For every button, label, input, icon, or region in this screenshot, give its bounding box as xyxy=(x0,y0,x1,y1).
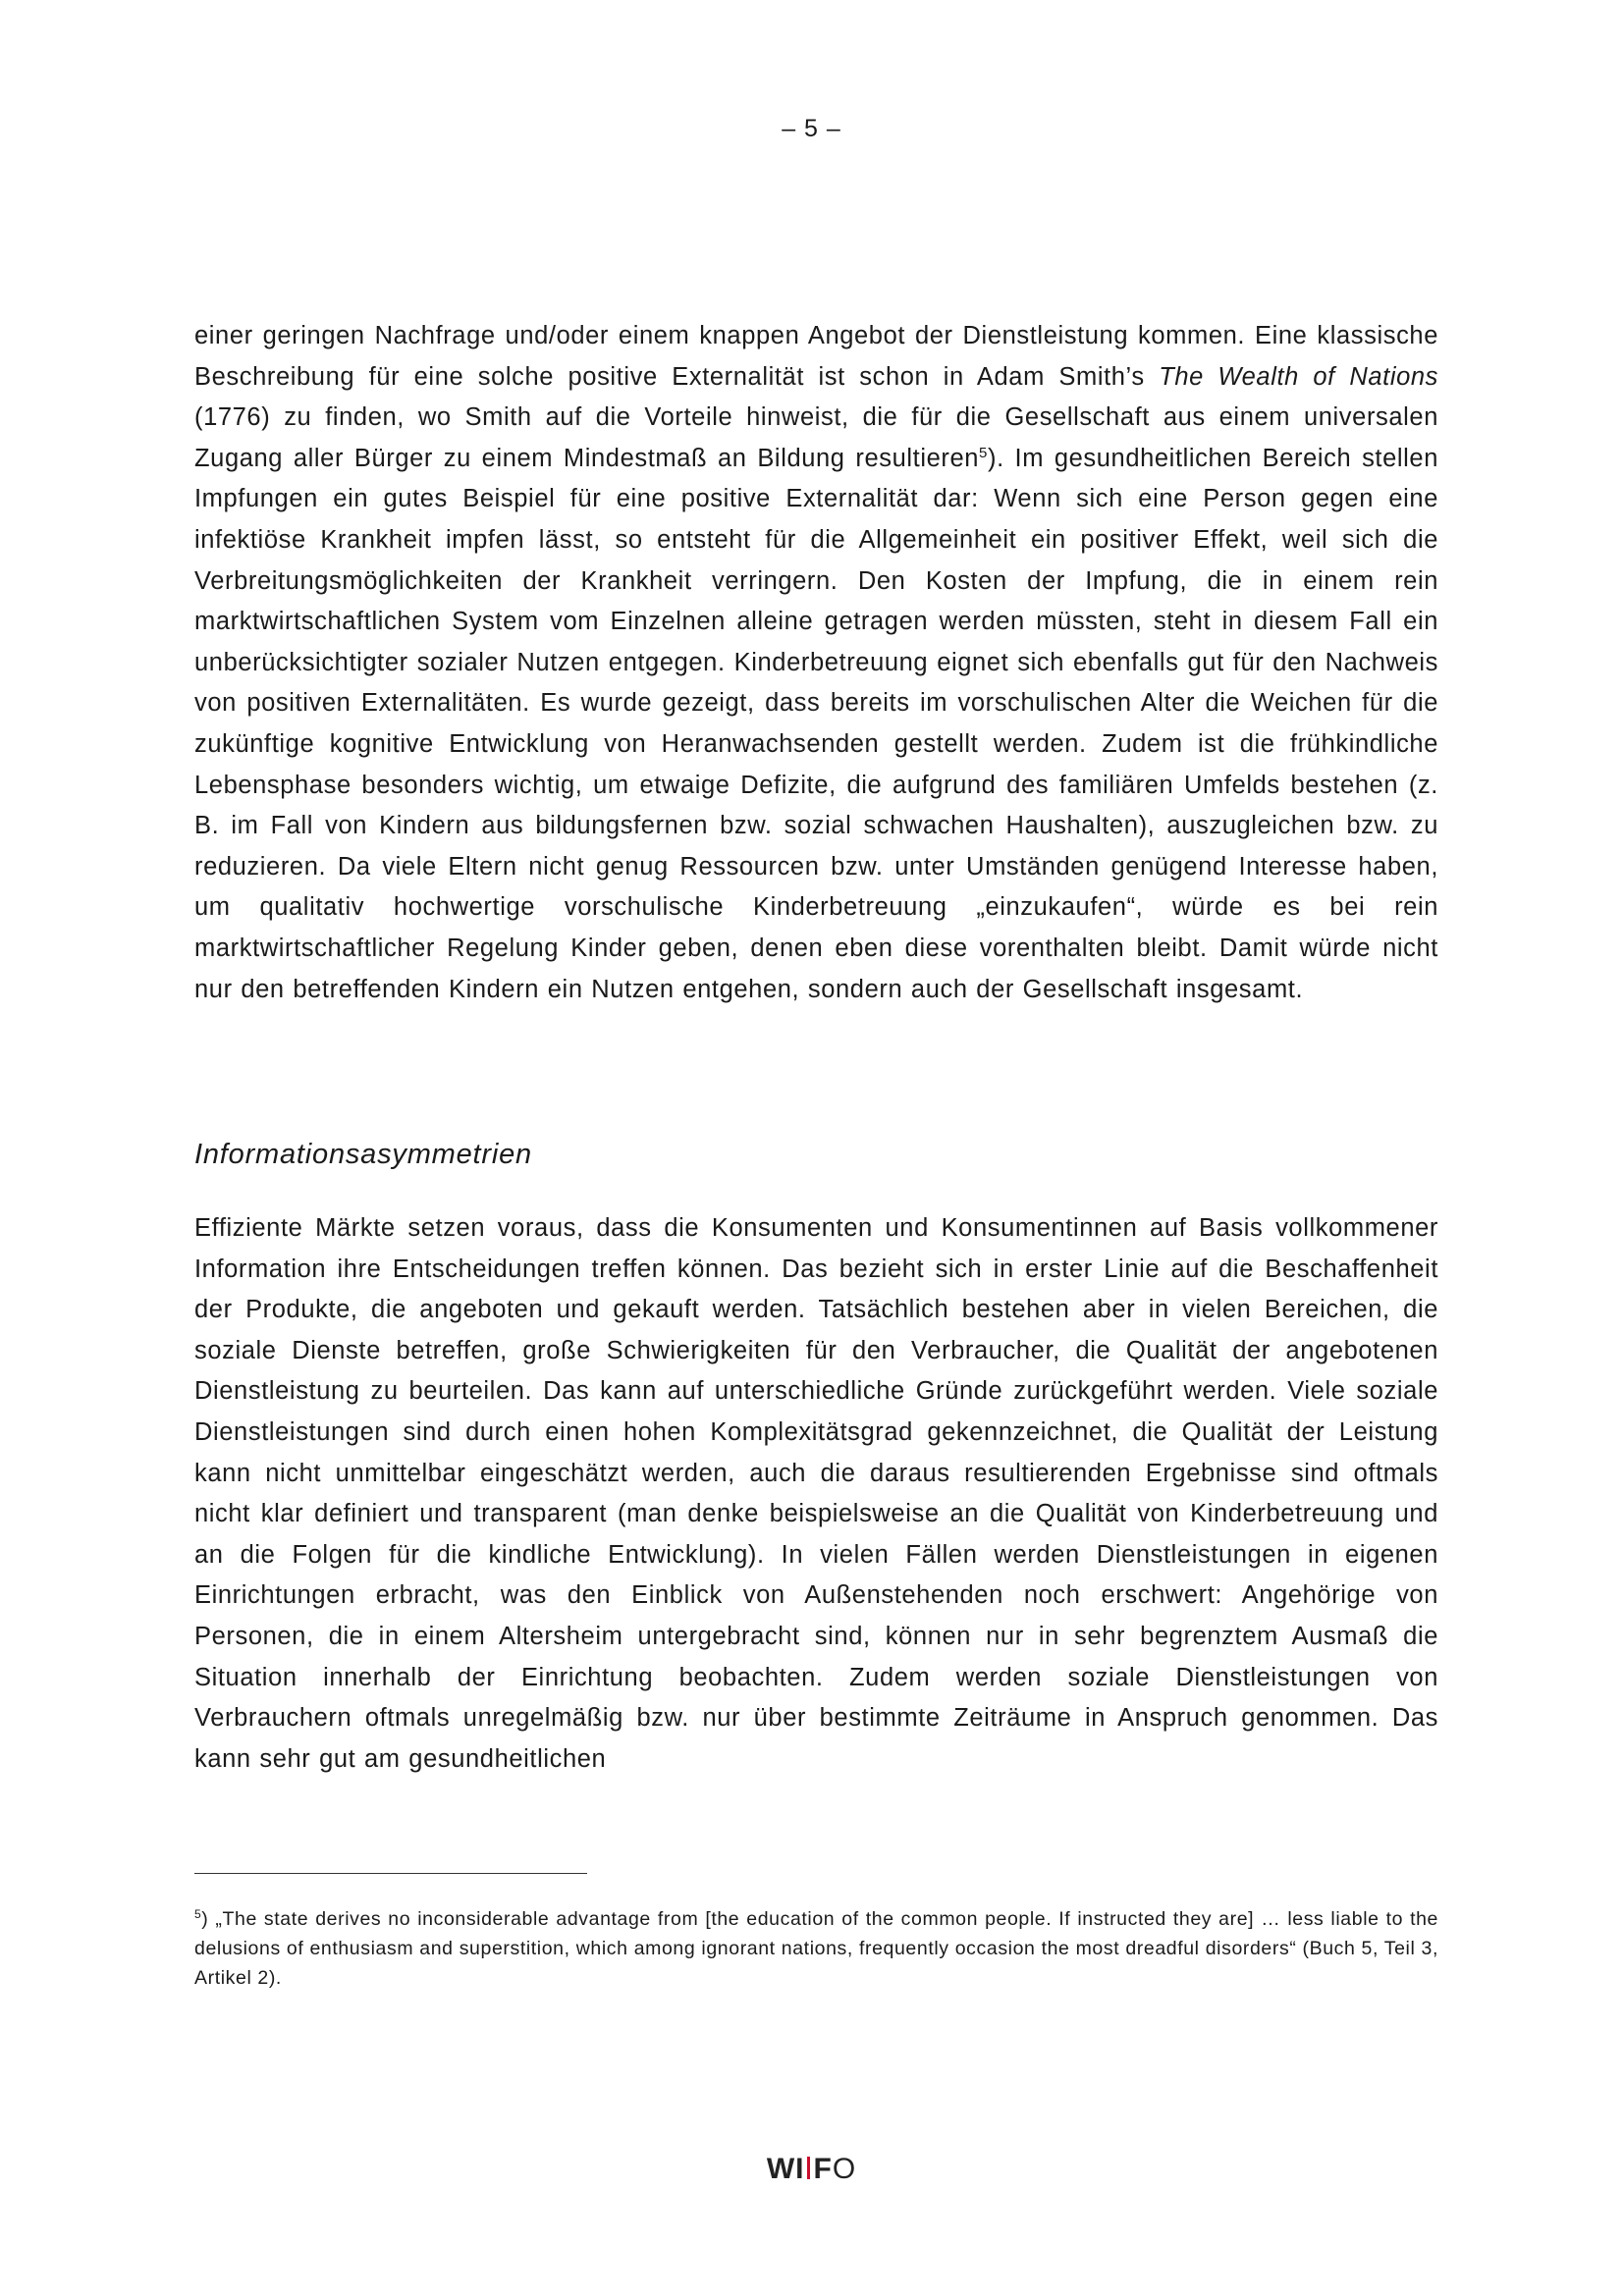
paragraph-intro: einer geringen Nachfrage und/oder einem knappen Angebot der Dienstleistung kommen. Eine klassische Beschreibung für eine solche positive Externalität ist schon in Adam Smith’s xyxy=(194,322,1438,391)
logo-separator xyxy=(807,2157,810,2179)
logo-text-f: F xyxy=(813,2153,833,2185)
paragraph-rest: ). Im gesundheitlichen Bereich stellen Impfungen ein gutes Beispiel für eine positive Externalität dar: Wenn sich eine Person gegen eine infektiöse Krankheit impfen lässt, so entsteht für die Allgemeinheit ein positiver Effekt, weil sich die Verbreitungsmöglichkeiten der Krankheit verringern. Den Kosten der Impfung, die in einem rein marktwirtschaftlichen System vom Einzelnen alleine getragen werden müssten, steht in diesem Fall ein unberücksichtigter sozialer Nutzen entgegen. Kinderbetreuung eignet sich ebenfalls gut für den Nachweis von positiven Externalitäten. Es wurde gezeigt, dass bereits im vorschulischen Alter die Weichen für die zukünftige kognitive Entwicklung von Heranwachsenden gestellt werden. Zudem ist die frühkindliche Lebensphase besonders wichtig, um etwaige Defizite, die aufgrund des familiären Umfelds bestehen (z. B. im Fall von Kindern aus bildungsfernen bzw. sozial schwachen Haushalten), auszugleichen bzw. zu reduzieren. Da viele Eltern nicht genug Ressourcen bzw. unter Umständen genügend Interesse haben, um qualitativ hochwertige vorschulische Kinderbetreuung „einzukaufen“, würde es bei rein marktwirtschaftlicher Regelung Kinder geben, denen eben diese vorenthalten bleibt. Damit würde nicht nur den betreffenden Kindern ein Nutzen entgehen, sondern auch der Gesellschaft insgesamt. xyxy=(194,444,1438,1003)
book-title: The Wealth of Nations xyxy=(1159,362,1438,391)
footnote xyxy=(194,1904,1438,1993)
footnote-reference[interactable]: 5 xyxy=(979,444,988,461)
footnote-text: ) „The state derives no inconsiderable advantage from [the education of the common people. If instructed they are] … less liable to the delusions of enthusiasm and superstition, which among ignorant nations, frequently occasion the most dreadful disorders“ (Buch 5, Teil 3, Artikel 2). xyxy=(194,1908,1438,1989)
paragraph-text xyxy=(194,316,1438,1010)
paragraph-information-asymmetries xyxy=(194,1208,1438,1780)
paragraph-mid: (1776) zu finden, wo Smith auf die Vorteile hinweist, die für die Gesellschaft aus einem universalen Zugang aller Bürger zu einem Mindestmaß an Bildung resultieren xyxy=(194,403,1438,472)
page-number: – 5 – xyxy=(782,115,841,142)
footnote-marker: 5 xyxy=(194,1907,202,1921)
wifo-logo xyxy=(0,2153,1623,2186)
paragraph-text: Effiziente Märkte setzen voraus, dass die Konsumenten und Konsumentinnen auf Basis vollkommener Information ihre Entscheidungen treffen können. Das bezieht sich in erster Linie auf die Beschaffenheit der Produkte, die angeboten und gekauft werden. Tatsächlich bestehen aber in vielen Bereichen, die soziale Dienste betreffen, große Schwierigkeiten für den Verbraucher, die Qualität der angebotenen Dienstleistung zu beurteilen. Das kann auf unterschiedliche Gründe zurückgeführt werden. Viele soziale Dienstleistungen sind durch einen hohen Komplexitätsgrad gekennzeichnet, die Qualität der Leistung kann nicht unmittelbar eingeschätzt werden, auch die daraus resultierenden Ergebnisse sind oftmals nicht klar definiert und transparent (man denke beispielsweise an die Qualität von Kinderbetreuung und an die Folgen für die kindliche Entwicklung). In vielen Fällen werden Dienstleistungen in eigenen Einrichtungen erbracht, was den Einblick von Außenstehenden noch erschwert: Angehörige von Personen, die in einem Altersheim untergebracht sind, können nur in sehr begrenztem Ausmaß die Situation innerhalb der Einrichtung beobachten. Zudem werden soziale Dienstleistungen von Verbrauchern oftmals unregelmäßig bzw. nur über bestimmte Zeiträume in Anspruch genommen. Das kann sehr gut am gesundheitlichen xyxy=(194,1214,1438,1773)
paragraph-externalities xyxy=(194,316,1438,1010)
logo-text-wi: WI xyxy=(766,2153,805,2185)
section-heading: Informationsasymmetrien xyxy=(194,1139,532,1170)
footnote-divider xyxy=(194,1873,587,1874)
logo-text-o: O xyxy=(832,2153,857,2185)
